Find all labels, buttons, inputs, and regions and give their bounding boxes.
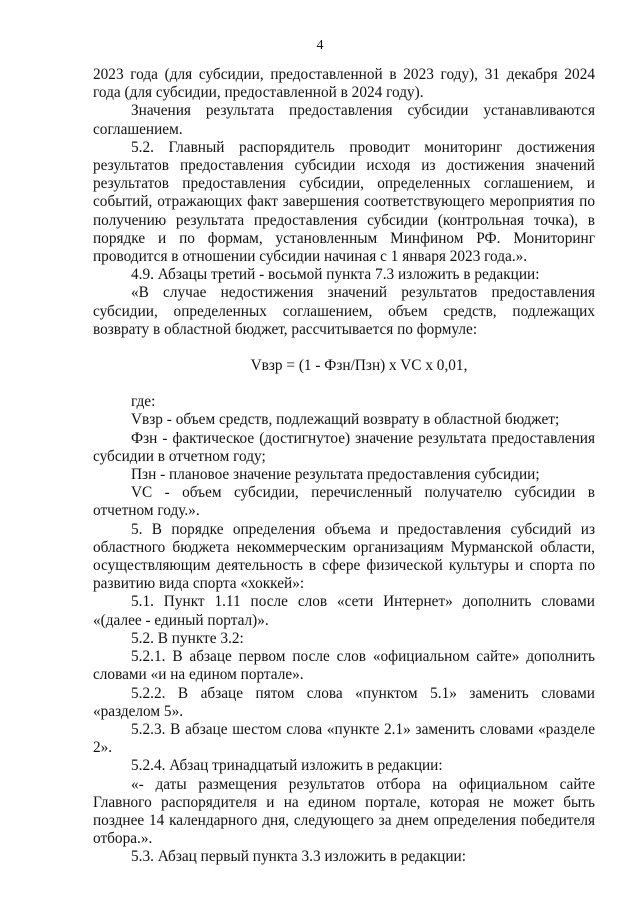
definition-item: Пзн - плановое значение результата предоставления субсидии; [131,466,540,484]
paragraph: 5.2.2. В абзаце пятом слова «пунктом 5.1» заменить словами «разделом 5». [93,684,595,720]
definition-intro: где: [131,393,156,411]
paragraph: 5.3. Абзац первый пункта 3.3 изложить в редакции: [131,848,466,866]
definition-item: Vвзр - объем средств, подлежащий возврату в областной бюджет; [131,411,560,429]
paragraph: «- даты размещения результатов отбора на официальном сайте Главного распорядителя и на едином портале, которая не может быть позднее 14 календарного дня, следующего за днем определения победителя отбора.». [93,775,595,848]
paragraph: 5.2.3. В абзаце шестом слова «пункте 2.1» заменить словами «разделе 2». [93,720,595,757]
paragraph: 5.1. Пункт 1.11 после слов «сети Интернет» дополнить словами «(далее - единый портал)». [93,593,595,629]
paragraph: 5.2.4. Абзац тринадцатый изложить в редакции: [131,757,443,775]
paragraph: Значения результата предоставления субсидии устанавливаются соглашением. [93,102,595,138]
paragraph: 5. В порядке определения объема и предоставления субсидий из областного бюджета некоммерческим организациям Мурманской области, осуществляющим деятельность в сфере физической культуры и спорта по развитию вида спорта «хоккей»: [93,520,595,593]
paragraph: «В случае недостижения значений результатов предоставления субсидии, определенных соглашением, объем средств, подлежащих возврату в областной бюджет, рассчитывается по формуле: [93,284,595,338]
paragraph: 5.2. Главный распорядитель проводит мониторинг достижения результатов предоставления субсидии исходя из достижения значений результатов предоставления субсидии, определенных соглашением, и событий, отражающих факт завершения соответствующего мероприятия по получению результата предоставления субсидии (контрольная точка), в порядке и по формам, установленным Минфином РФ. Мониторинг проводится в отношении субсидии начиная с 1 января 2023 года.». [93,138,595,266]
definition-item: Фзн - фактическое (достигнутое) значение результата предоставления субсидии в отчетном году; [93,429,595,465]
paragraph: 5.2.1. В абзаце первом после слов «официальном сайте» дополнить словами «и на едином портале». [93,648,595,684]
document-body [93,66,595,867]
paragraph: 2023 года (для субсидии, предоставленной в 2023 году), 31 декабря 2024 года (для субсидии, предоставленной в 2024 году). [93,66,595,102]
definition-item: VC - объем субсидии, перечисленный получателю субсидии в отчетном году.». [93,484,595,520]
paragraph: 5.2. В пункте 3.2: [131,629,244,647]
page-number: 4 [316,38,324,53]
formula: Vвзр = (1 - Фзн/Пзн) x VC x 0,01, [250,357,468,375]
paragraph: 4.9. Абзацы третий - восьмой пункта 7.3 изложить в редакции: [131,266,540,284]
